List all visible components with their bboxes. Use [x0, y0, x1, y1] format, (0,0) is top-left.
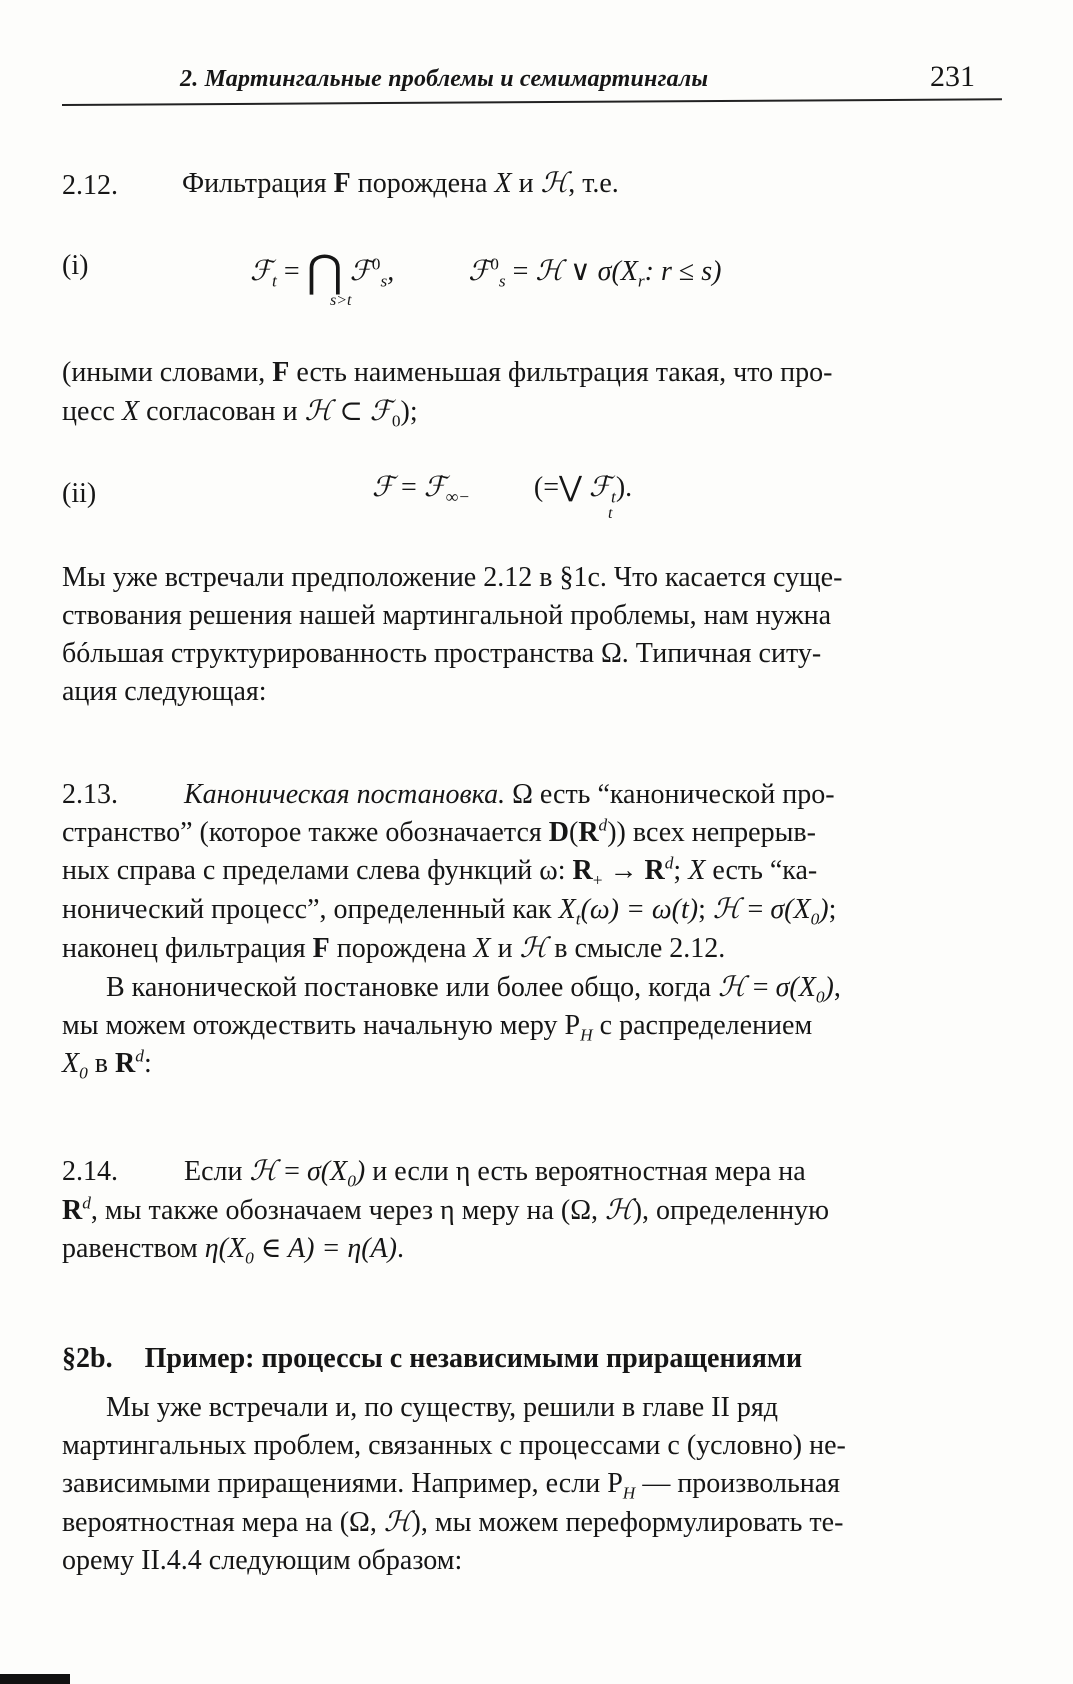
label-ii: (ii): [62, 478, 97, 509]
running-header-title: 2. Мартингальные проблемы и семимартингалы: [180, 66, 709, 92]
header-rule: [62, 98, 1002, 106]
section-number-2-14: 2.14.: [62, 1156, 118, 1187]
intersection-index: s>t: [330, 292, 352, 309]
section-2-13-title: Каноническая постановка.: [184, 779, 506, 810]
section-2b-heading: §2b. Пример: процессы с независимыми приращениями: [62, 1343, 803, 1374]
vee-index: t: [608, 505, 613, 522]
formula-i: ℱ$_t$ = ⋂ ℱ$^0_s$, ℱ$^0_s$ = ℋ ∨ $\sigma(X_r$: r ≤ s): [250, 247, 722, 296]
section-2-12-remark: (иными словами, F есть наименьшая фильтрация такая, что про- цесс X согласован и ℋ ⊂ ℱ$_0$);: [62, 357, 833, 431]
section-2-12-statement: Фильтрация F порождена X и ℋ, т.е.: [182, 166, 619, 199]
section-2-14: 2.14. Если ℋ = $\sigma(X_0)$ и если η есть вероятностная мера на $R^d$, мы также обозначаем через η меру на (Ω, ℋ), определенную равенством $\eta(X_0$ ∈ A) = η(A).: [62, 1154, 830, 1268]
section-number-2-13: 2.13.: [62, 779, 118, 810]
text-line: мартингальных проблем, связанных с процессами с (условно) не-: [62, 1430, 846, 1461]
text-line: Мы уже встречали предположение 2.12 в §1с. Что касается суще-: [62, 562, 843, 593]
section-2b-paragraph: Мы уже встречали и, по существу, решили в главе II ряд мартингальных проблем, связанных с процессами с (условно) не- зависимыми приращениями. Например, если $P_H$ — произвольная вероятностная мера на (Ω, ℋ), мы можем переформулировать те- орему II.4.4 следующим образом:: [62, 1389, 1002, 1580]
section-2-13: 2.13. Каноническая постановка. Ω есть “канонической про- странство” (которое также обозначается $D(R^d)$) всех непрерыв- ных справа с пределами слева функций ω: $R_+ \to R^d$; X есть “ка- нонический процесс”, определенный как $X_t(\omega) = \omega(t)$; ℋ = $\sigma(X_0)$; наконец фильтрация F порождена X и ℋ в смысле 2.12. В канонической постановке или более общо, когда ℋ = $\sigma(X_0)$, мы можем отождествить начальную меру $P_H$ с распределением $X_0$ в $R^d$:: [62, 779, 841, 1083]
page-number: 231: [930, 60, 975, 93]
formula-ii: ℱ = ℱ$_{\infty-}$ (=⋁ ℱ$_t$).: [372, 470, 633, 507]
text-line: бóльшая структурированность пространства Ω. Типичная ситу-: [62, 638, 822, 669]
label-i: (i): [62, 250, 89, 281]
page-edge-mark: [0, 1674, 70, 1684]
text-line: ация следующая:: [62, 676, 267, 707]
text-line: орему II.4.4 следующим образом:: [62, 1545, 463, 1576]
section-number-2-12: 2.12.: [62, 170, 118, 201]
text-line: Мы уже встречали и, по существу, решили в главе II ряд: [106, 1392, 778, 1423]
text-line: ствования решения нашей мартингальной проблемы, нам нужна: [62, 600, 832, 631]
paragraph-existence: [62, 559, 1002, 711]
